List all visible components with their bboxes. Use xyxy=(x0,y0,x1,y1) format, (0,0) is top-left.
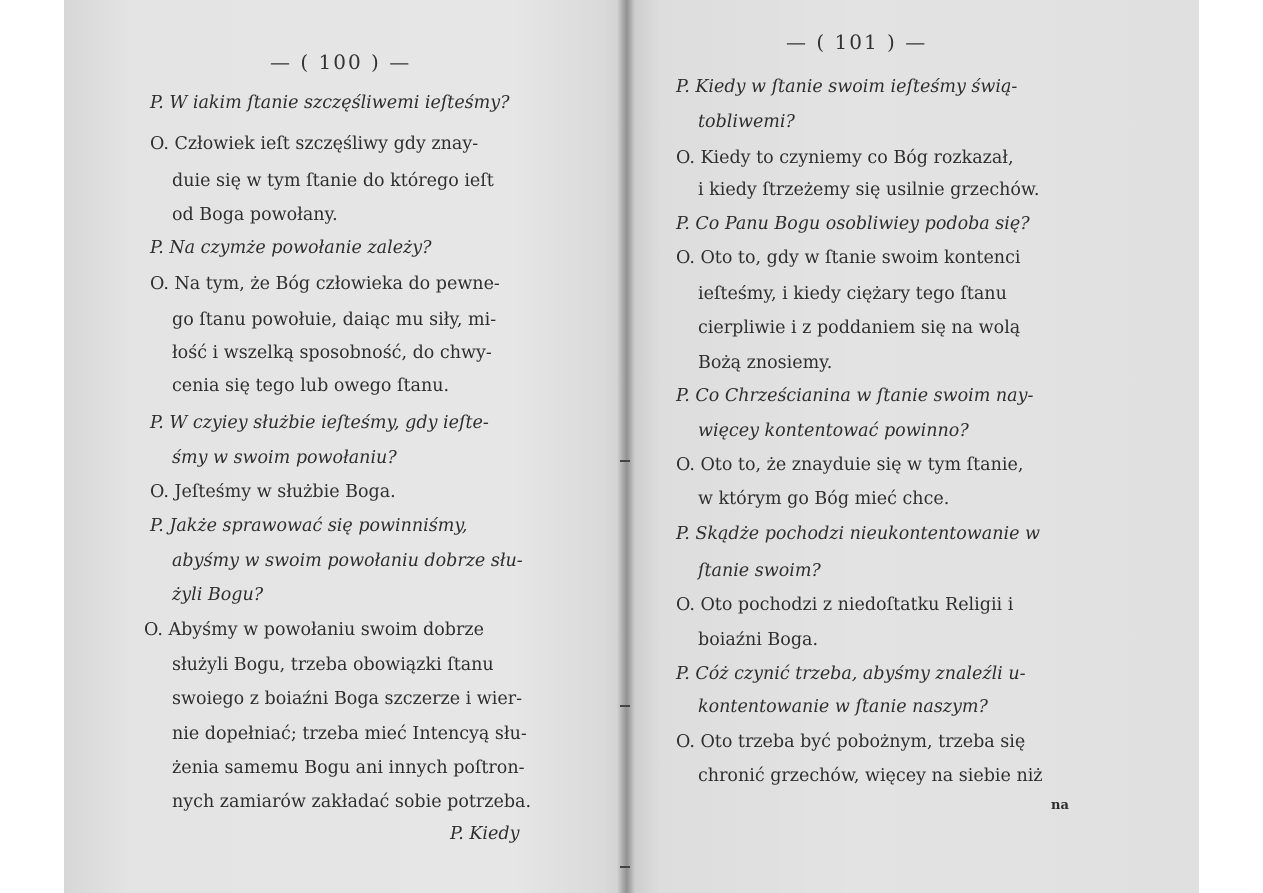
question-line: więcey kontentować powinno? xyxy=(698,421,969,441)
answer-line: O. Abyśmy w powołaniu swoim dobrze xyxy=(144,620,484,640)
answer-line: chronić grzechów, więcey na siebie niż xyxy=(698,766,1043,786)
answer-line: łość i wszelką sposobność, do chwy- xyxy=(172,343,492,363)
answer-line: O. Oto trzeba być pobożnym, trzeba się xyxy=(676,732,1026,752)
page-header-right: — ( 101 ) — xyxy=(786,30,928,54)
question-line: P. Na czymże powołanie zależy? xyxy=(150,238,432,258)
gutter-tick-mark xyxy=(620,460,630,462)
gutter-tick-mark xyxy=(620,705,630,707)
question-line: P. Co Chrześcianina w ſtanie swoim nay- xyxy=(676,386,1034,406)
answer-line: O. Człowiek ieſt szczęśliwy gdy znay- xyxy=(150,134,479,154)
answer-line: O. Oto to, gdy w ſtanie swoim kontenci xyxy=(676,248,1021,268)
book-spread xyxy=(64,0,1199,893)
answer-line: od Boga powołany. xyxy=(172,205,338,225)
answer-line: O. Oto pochodzi z niedoſtatku Religii i xyxy=(676,595,1014,615)
answer-line: go ſtanu powołuie, daiąc mu siły, mi- xyxy=(172,310,497,330)
question-line: P. Skądże pochodzi nieukontentowanie w xyxy=(676,524,1040,544)
question-line: P. Kiedy w ſtanie swoim ieſteśmy świą- xyxy=(676,77,1018,97)
gutter-tick-mark xyxy=(620,866,630,868)
answer-line: żenia samemu Bogu ani innych poſtron- xyxy=(172,758,525,778)
answer-line: swoiego z boiaźni Boga szczerze i wier- xyxy=(172,689,522,709)
question-line: śmy w swoim powołaniu? xyxy=(172,448,397,468)
question-line: ſtanie swoim? xyxy=(698,561,821,581)
answer-line: nych zamiarów zakładać sobie potrzeba. xyxy=(172,792,532,812)
question-line: P. Cóż czynić trzeba, abyśmy znaleźli u- xyxy=(676,664,1026,684)
answer-line: cierpliwie i z poddaniem się na wolą xyxy=(698,318,1021,338)
question-line: abyśmy w swoim powołaniu dobrze słu- xyxy=(172,551,523,571)
question-line: P. W iakim ſtanie szczęśliwemi ieſteśmy? xyxy=(150,93,510,113)
answer-line: cenia się tego lub owego ſtanu. xyxy=(172,376,450,396)
left-page xyxy=(64,0,626,893)
answer-line: O. Oto to, że znayduie się w tym ſtanie, xyxy=(676,455,1024,475)
answer-line: nie dopełniać; trzeba mieć Intencyą słu- xyxy=(172,724,527,744)
answer-line: O. Jeſteśmy w służbie Boga. xyxy=(150,482,396,502)
catchword: P. Kiedy xyxy=(450,824,520,844)
answer-line: i kiedy ſtrzeżemy się usilnie grzechów. xyxy=(698,180,1040,200)
answer-line: O. Kiedy to czyniemy co Bóg rozkazał, xyxy=(676,148,1014,168)
answer-line: służyli Bogu, trzeba obowiązki ſtanu xyxy=(172,655,494,675)
answer-line: boiaźni Boga. xyxy=(698,630,819,650)
question-line: tobliwemi? xyxy=(698,112,795,132)
question-line: P. Co Panu Bogu osobliwiey podoba się? xyxy=(676,214,1030,234)
book-gutter xyxy=(617,0,635,893)
page-header-left: — ( 100 ) — xyxy=(270,50,412,74)
catchword: na xyxy=(1051,798,1069,813)
answer-line: duie się w tym ſtanie do którego ieſt xyxy=(172,171,494,191)
answer-line: ieſteśmy, i kiedy ciężary tego ſtanu xyxy=(698,284,1007,304)
question-line: żyli Bogu? xyxy=(172,585,264,605)
right-page xyxy=(626,0,1199,893)
answer-line: w którym go Bóg mieć chce. xyxy=(698,489,950,509)
question-line: kontentowanie w ſtanie naszym? xyxy=(698,697,988,717)
answer-line: Bożą znosiemy. xyxy=(698,353,833,373)
answer-line: O. Na tym, że Bóg człowieka do pewne- xyxy=(150,274,500,294)
question-line: P. Jakże sprawować się powinniśmy, xyxy=(150,516,468,536)
question-line: P. W czyiey służbie ieſteśmy, gdy ieſte- xyxy=(150,413,489,433)
